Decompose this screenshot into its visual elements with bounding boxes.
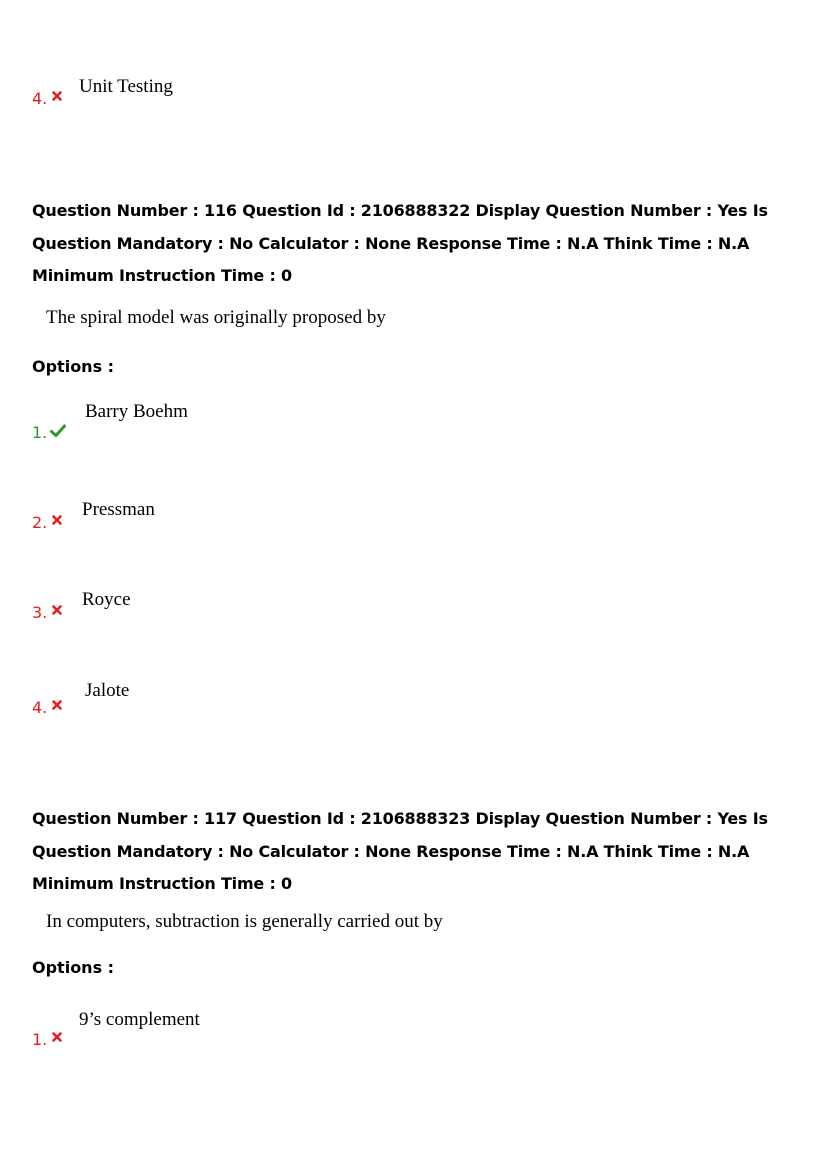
question-text: The spiral model was originally proposed by bbox=[46, 307, 386, 328]
option-number: 4. bbox=[32, 89, 48, 108]
check-icon bbox=[50, 424, 66, 438]
option-text: Unit Testing bbox=[79, 76, 173, 97]
cross-icon bbox=[51, 90, 63, 102]
question-meta: Question Number : 116 Question Id : 2106888322 Display Question Number : Yes Is Question Mandatory : No Calculator : None Response Time : N.A Think Time : N.A Minimum Instruction Time : 0 bbox=[32, 201, 768, 285]
cross-icon bbox=[51, 514, 63, 526]
option-number: 2. bbox=[32, 513, 48, 532]
option-number: 3. bbox=[32, 603, 48, 622]
options-label: Options : bbox=[32, 357, 115, 376]
option-number: 4. bbox=[32, 698, 48, 717]
options-label: Options : bbox=[32, 958, 115, 977]
cross-icon bbox=[51, 604, 63, 616]
option-number: 1. bbox=[32, 423, 48, 442]
option-number: 1. bbox=[32, 1030, 48, 1049]
cross-icon bbox=[51, 699, 63, 711]
option-text: Pressman bbox=[82, 499, 155, 520]
option-text: Barry Boehm bbox=[85, 401, 188, 422]
question-text: In computers, subtraction is generally carried out by bbox=[46, 911, 443, 932]
option-text: Jalote bbox=[85, 680, 130, 701]
option-text: Royce bbox=[82, 589, 131, 610]
cross-icon bbox=[51, 1031, 63, 1043]
option-text: 9’s complement bbox=[79, 1009, 200, 1030]
question-meta: Question Number : 117 Question Id : 2106888323 Display Question Number : Yes Is Question Mandatory : No Calculator : None Response Time : N.A Think Time : N.A Minimum Instruction Time : 0 bbox=[32, 809, 768, 893]
